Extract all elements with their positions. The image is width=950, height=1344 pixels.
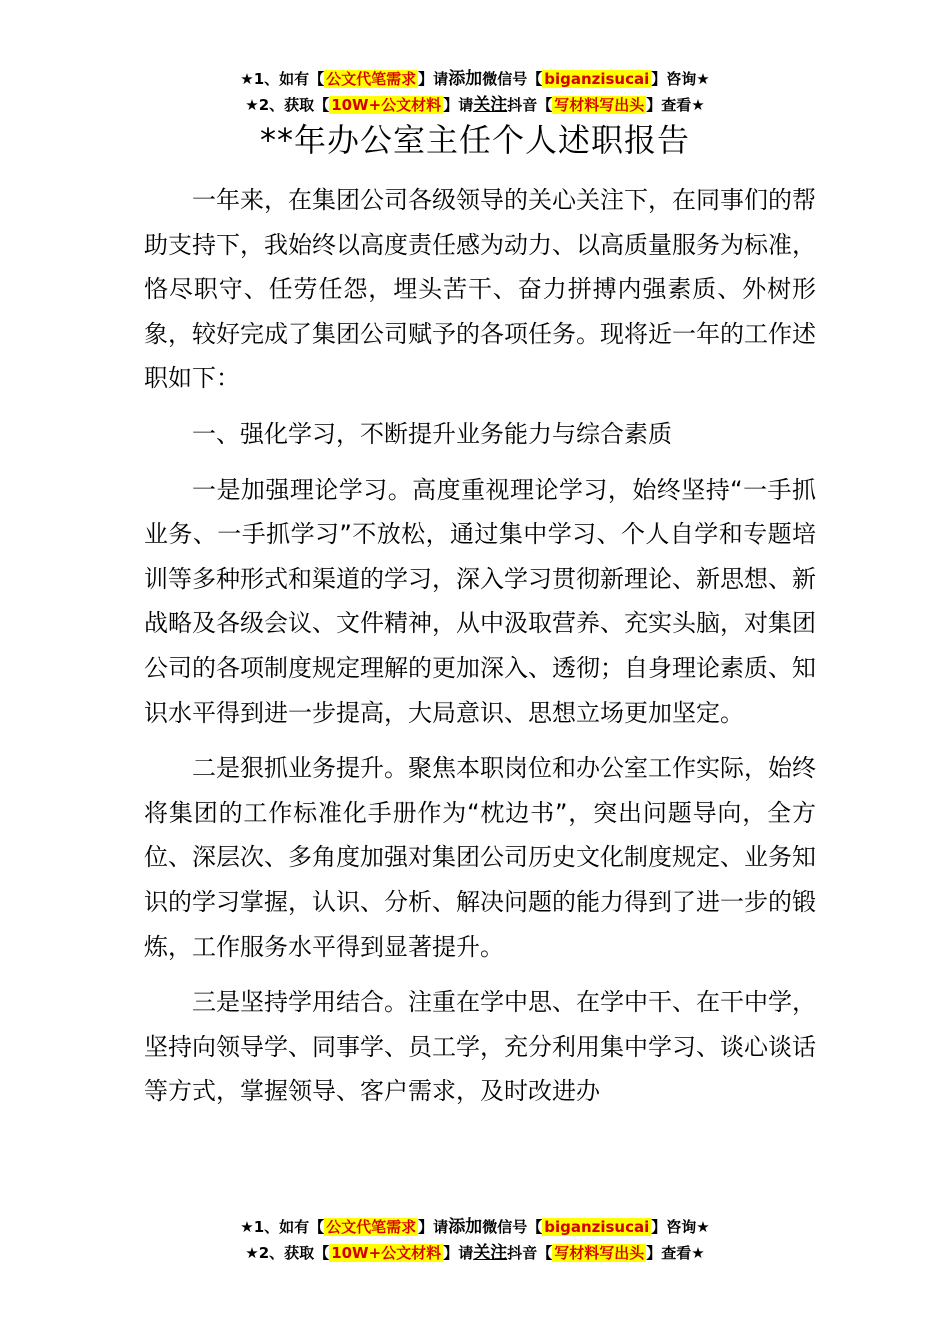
promo-text: 微信号【: [482, 70, 543, 88]
promo-text: 】请: [443, 1244, 474, 1262]
paragraph: 二是狠抓业务提升。聚焦本职岗位和办公室工作实际，始终将集团的工作标准化手册作为“枕边书”，突出问题导向，全方位、深层次、多角度加强对集团公司历史文化制度规定、业务知识的学习掌握，认识、分析、解决问题的能力得到了进一步的锻炼，工作服务水平得到显著提升。: [144, 754, 816, 961]
promo-emphasis: 关注: [473, 1243, 508, 1263]
promo-highlight: 公文代笔需求: [326, 70, 417, 88]
footer-promo-banner: [0, 1214, 950, 1266]
promo-text: 抖音【: [507, 1244, 553, 1262]
promo-line-2: [0, 1240, 950, 1266]
promo-text: 】请: [418, 70, 449, 88]
promo-highlight-douyin: 写材料写出头: [554, 1244, 645, 1262]
header-promo-banner: [0, 66, 950, 118]
promo-text: 抖音【: [507, 96, 553, 114]
promo-text: 】查看★: [646, 96, 705, 114]
promo-highlight: 10W+公文材料: [331, 96, 442, 114]
promo-text: 】咨询★: [651, 70, 710, 88]
paragraph-intro: 一年来，在集团公司各级领导的关心关注下，在同事们的帮助支持下，我始终以高度责任感为动力、以高质量服务为标准，恪尽职守、任劳任怨，埋头苦干、奋力拼搏内强素质、外树形象，较好完成了集团公司赋予的各项任务。现将近一年的工作述职如下：: [144, 186, 816, 393]
section-heading: 一、强化学习，不断提升业务能力与综合素质: [192, 419, 672, 448]
promo-line-2: [0, 92, 950, 118]
promo-text: 】咨询★: [651, 1218, 710, 1236]
promo-text: 】请: [418, 1218, 449, 1236]
promo-highlight-wechat: biganzisucai: [544, 1218, 650, 1236]
promo-highlight: 10W+公文材料: [331, 1244, 442, 1262]
promo-text: ★1、如有【: [240, 1218, 325, 1236]
promo-highlight-douyin: 写材料写出头: [554, 96, 645, 114]
promo-text: ★2、获取【: [245, 1244, 330, 1262]
promo-highlight-wechat: biganzisucai: [544, 70, 650, 88]
document-body: [144, 178, 816, 1125]
document-title: **年办公室主任个人述职报告: [259, 121, 690, 159]
promo-emphasis: 关注: [473, 95, 508, 115]
paragraph: 三是坚持学用结合。注重在学中思、在学中干、在干中学，坚持向领导学、同事学、员工学，充分利用集中学习、谈心谈话等方式，掌握领导、客户需求，及时改进办: [144, 988, 816, 1106]
promo-line-1: [0, 1214, 950, 1240]
promo-text: 】查看★: [646, 1244, 705, 1262]
promo-text: ★1、如有【: [240, 70, 325, 88]
promo-line-1: [0, 66, 950, 92]
promo-text: 】请: [443, 96, 474, 114]
promo-emphasis: 添加: [448, 1217, 483, 1237]
paragraph: 一是加强理论学习。高度重视理论学习，始终坚持“一手抓业务、一手抓学习”不放松，通过集中学习、个人自学和专题培训等多种形式和渠道的学习，深入学习贯彻新理论、新思想、新战略及各级会议、文件精神，从中汲取营养、充实头脑，对集团公司的各项制度规定理解的更加深入、透彻；自身理论素质、知识水平得到进一步提高，大局意识、思想立场更加坚定。: [144, 475, 816, 727]
promo-text: 微信号【: [482, 1218, 543, 1236]
promo-text: ★2、获取【: [245, 96, 330, 114]
promo-highlight: 公文代笔需求: [326, 1218, 417, 1236]
promo-emphasis: 添加: [448, 69, 483, 89]
